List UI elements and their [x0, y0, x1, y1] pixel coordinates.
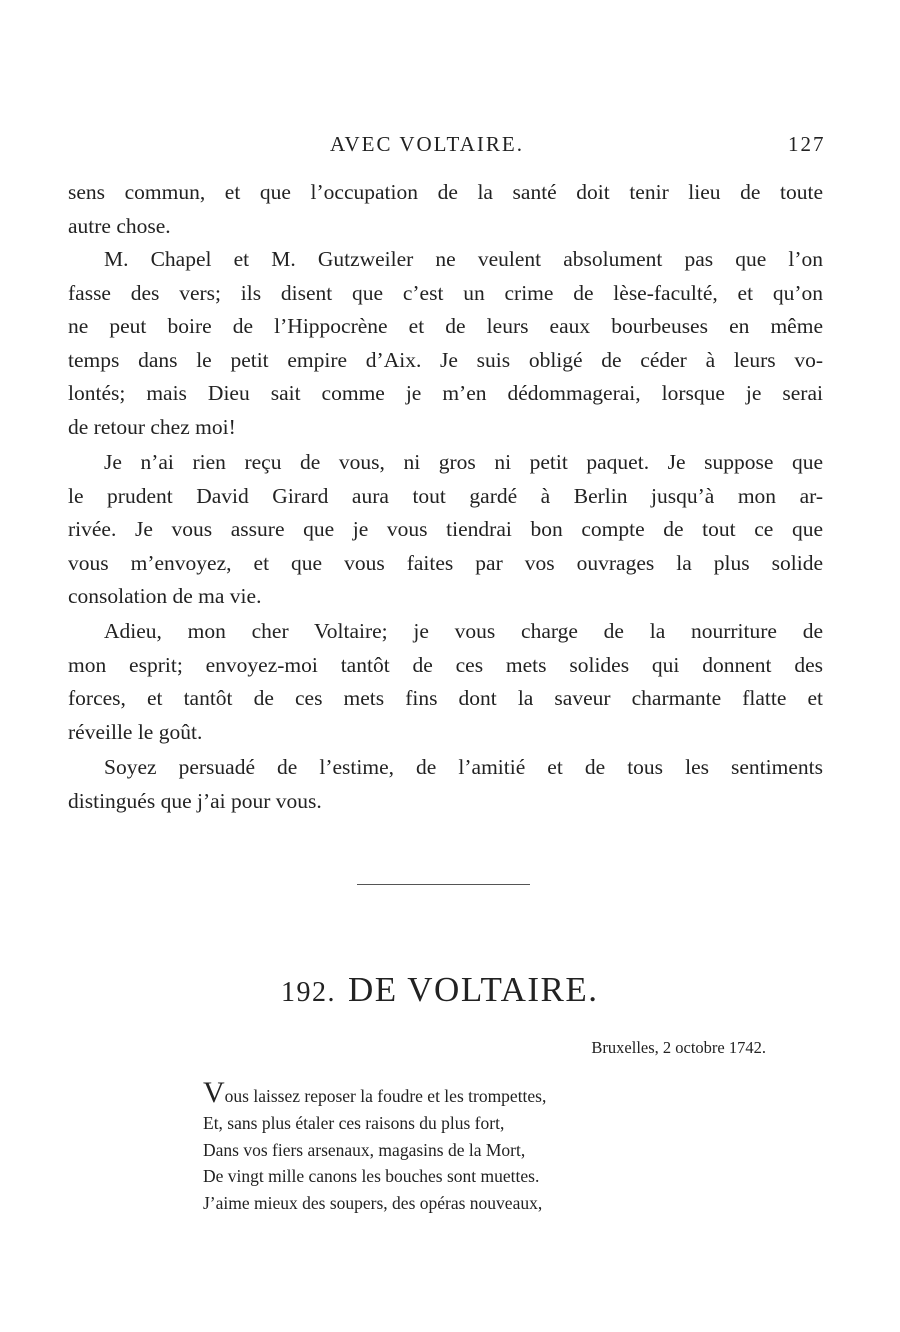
text-line: ne peut boire de l’Hippocrène et de leurs eaux bourbeuses en même	[68, 314, 823, 339]
paragraph	[68, 615, 823, 749]
page-number: 127	[788, 132, 826, 156]
text-line: forces, et tantôt de ces mets fins dont la saveur charmante flatte et	[68, 686, 823, 711]
text-line: de retour chez moi!	[68, 414, 236, 439]
verse-text: ous laissez reposer la foudre et les trompettes,	[224, 1086, 547, 1106]
paragraph	[68, 243, 823, 445]
text-line: temps dans le petit empire d’Aix. Je suis obligé de céder à leurs vo-	[68, 347, 823, 372]
verse-line	[203, 1076, 547, 1110]
verse	[203, 1076, 547, 1217]
text-line: réveille le goût.	[68, 719, 203, 744]
text-line: fasse des vers; ils disent que c’est un crime de lèse-faculté, et qu’on	[68, 280, 823, 305]
text-line: Adieu, mon cher Voltaire; je vous charge de la nourriture de	[104, 619, 823, 643]
text-line: le prudent David Girard aura tout gardé à Berlin jusqu’à mon ar-	[68, 483, 823, 508]
drop-cap: V	[203, 1076, 225, 1109]
letter-number: 192.	[281, 977, 336, 1008]
verse-line: J’aime mieux des soupers, des opéras nouveaux,	[203, 1193, 543, 1214]
text-line: lontés; mais Dieu sait comme je m’en dédommagerai, lorsque je serai	[68, 381, 823, 406]
text-line: Soyez persuadé de l’estime, de l’amitié et de tous les sentiments	[104, 755, 823, 779]
paragraph	[68, 176, 823, 243]
paragraph	[68, 446, 823, 614]
text-line: autre chose.	[68, 213, 171, 238]
text-line: rivée. Je vous assure que je vous tiendrai bon compte de tout ce que	[68, 517, 823, 542]
verse-line: De vingt mille canons les bouches sont muettes.	[203, 1166, 540, 1187]
letter-title: DE VOLTAIRE.	[348, 970, 599, 1009]
text-line: sens commun, et que l’occupation de la santé doit tenir lieu de toute	[68, 180, 823, 204]
text-line: M. Chapel et M. Gutzweiler ne veulent absolument pas que l’on	[104, 247, 823, 271]
text-line: mon esprit; envoyez-moi tantôt de ces mets solides qui donnent des	[68, 652, 823, 677]
section-divider	[357, 884, 530, 885]
text-line: Je n’ai rien reçu de vous, ni gros ni petit paquet. Je suppose que	[104, 450, 823, 474]
verse-line: Et, sans plus étaler ces raisons du plus fort,	[203, 1112, 505, 1133]
text-line: distingués que j’ai pour vous.	[68, 788, 322, 813]
text-line: consolation de ma vie.	[68, 584, 262, 609]
text-line: vous m’envoyez, et que vous faites par vos ouvrages la plus solide	[68, 550, 823, 575]
letter-heading	[281, 970, 598, 1010]
verse-line: Dans vos fiers arsenaux, magasins de la Mort,	[203, 1139, 526, 1160]
running-title: AVEC VOLTAIRE.	[330, 132, 524, 156]
paragraph	[68, 751, 823, 818]
place-date: Bruxelles, 2 octobre 1742.	[591, 1038, 766, 1057]
